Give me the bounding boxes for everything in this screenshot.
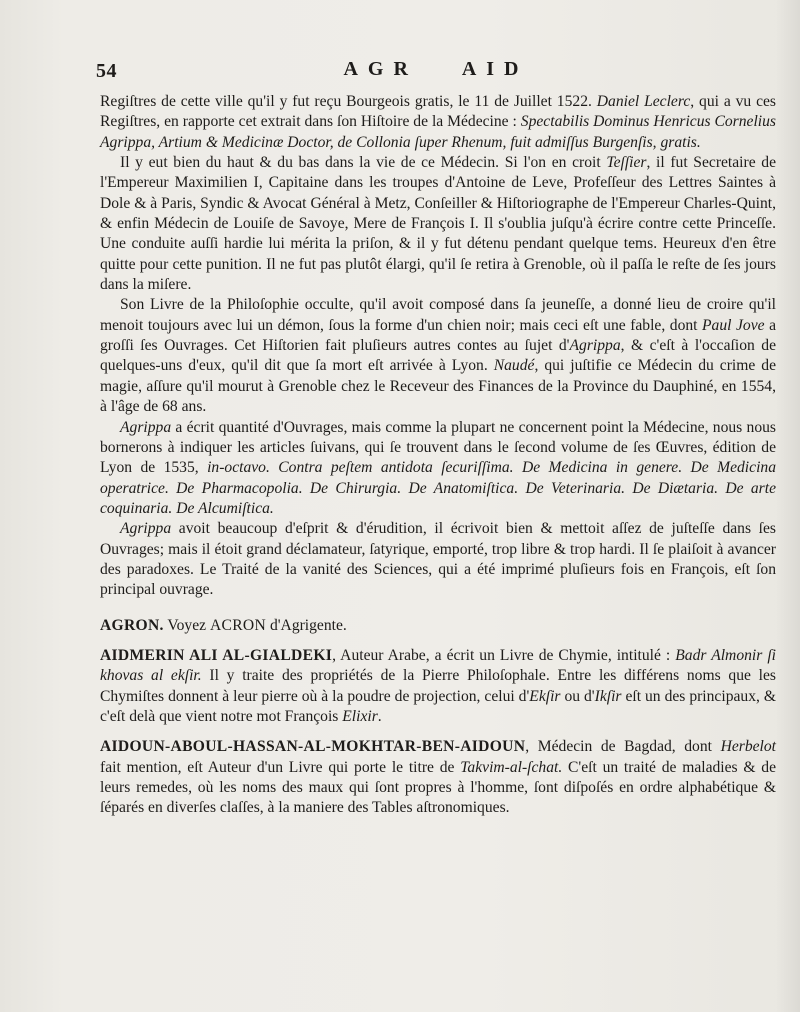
italic-text: Spectabilis Dominus Henricus Cornelius Agrippa, Artium & Medicinæ Doctor, de Collonia ſuper Rhenum, fuit admiſſus Burgenſis, gratis. (100, 113, 777, 151)
text-run: avoit beaucoup d'eſprit & d'érudition, il écrivoit bien & mettoit aſſez de juſteſſe dans ſes Ouvrages; mais il étoit grand déclamateur, ſatyrique, emporté, trop libre & trop hardi. Il ſe plaiſoit à avancer des paradoxes. Le Traité de la vanité des Sciences, qui a été imprimé pluſieurs fois en François, eſt ſon principal ouvrage. (100, 520, 776, 599)
italic-text: Elixir (342, 707, 378, 725)
italic-text: Herbelot (720, 738, 776, 756)
text-run: , Médecin de Bagdad, dont (525, 738, 721, 756)
text-run: Voyez (163, 616, 210, 634)
text-run: ou d' (560, 687, 595, 705)
italic-text: Badr Almonir ſi khovas al ekſir. (100, 646, 776, 685)
page-number: 54 (96, 60, 117, 82)
continuation-paragraph (100, 92, 776, 153)
body-paragraph (100, 153, 776, 295)
italic-text: Naudé (493, 357, 535, 375)
text-run: Il y eut bien du haut & du bas dans la vie de ce Médecin. Si l'on en croit (120, 154, 607, 172)
running-head: AGR AID (343, 58, 529, 80)
entry-headword: AIDMERIN ALI AL-GIALDEKI (100, 646, 333, 664)
italic-text: Ekſir (529, 687, 561, 705)
text-run: , & c'eſt à l'occaſion de quelques-uns d'eux, qu'il dit que ſa mort eſt arrivée à Lyon. (100, 337, 776, 375)
text-run: , Auteur Arabe, a écrit un Livre de Chymie, intitulé : (332, 646, 676, 664)
text-run: d'Agrigente. (266, 616, 347, 634)
text-run: ACRON (209, 616, 267, 634)
italic-text: in-octavo. Contra peſtem antidota ſecuriſſima. De Medicina in genere. De Medicina operatrice. De Pharmacopolia. De Chirurgia. De Anatomiſtica. De Veterinaria. De Diætaria. De arte coquinaria. De Alcumiſtica. (100, 459, 776, 517)
italic-text: Agrippa (120, 418, 172, 436)
italic-text: Agrippa (569, 337, 621, 355)
text-run: a groſſi ſes Ouvrages. Cet Hiſtorien fait pluſieurs autres contes au ſujet d' (100, 316, 776, 355)
entry-headword: AIDOUN-ABOUL-HASSAN-AL-MOKHTAR-BEN-AIDOUN (100, 738, 526, 756)
text-run: , il fut Secretaire de l'Empereur Maximilien I, Capitaine dans les troupes d'Antoine de Leve, Profeſſeur des Lettres Saintes à Dole & à Paris, Syndic & Avocat Général à Metz, Conſeiller & Hiſtoriographe de l'Empereur Charles-Quint, & enfin Médecin de Louiſe de Savoye, Mere de François I. Il s'oublia juſqu'à écrire contre cette Princeſſe. Une conduite auſſi hardie lui mérita la priſon, & il y fut détenu pendant quelque tems. Heureux d'en être quitte pour cette punition. Il ne fut pas plutôt élargi, qu'il ſe retira à Grenoble, où il paſſa le reſte de ſes jours dans la miſere. (100, 154, 776, 294)
dictionary-entry (100, 646, 776, 727)
text-run: fait mention, eſt Auteur d'un Livre qui porte le titre de (100, 758, 461, 776)
article-body (100, 92, 776, 819)
italic-text: Agrippa (120, 520, 172, 538)
italic-text: Takvim-al-ſchat. (460, 758, 563, 776)
italic-text: Daniel Leclerc (596, 93, 691, 110)
text-run: eſt un des principaux, & c'eſt delà que vient notre mot François (100, 687, 776, 725)
text-run: , qui juſtifie ce Médecin du crime de magie, aſſure qu'il mourut à Grenoble chez le Receveur des Finances de la Province du Dauphiné, en 1554, à l'âge de 68 ans. (100, 357, 776, 416)
text-run: Son Livre de la Philoſophie occulte, qu'il avoit composé dans ſa jeuneſſe, a donné lieu de croire qu'il menoit toujours avec lui un démon, ſous la forme d'un chien noir; mais ceci eſt une fable, dont (100, 296, 776, 334)
body-paragraph (100, 295, 776, 417)
text-run: . (377, 707, 382, 725)
body-paragraph (100, 418, 776, 520)
text-run: Il y traite des propriétés de la Pierre Philoſophale. Entre les différens noms que les Chymiſtes donnent à leur pierre où à la poudre de projection, celui d' (100, 667, 776, 705)
text-run: a écrit quantité d'Ouvrages, mais comme la plupart ne concernent point la Médecine, nous nous bornerons à indiquer les articles ſuivans, qui ſe trouvent dans le ſecond volume de ſes Œuvres, édition de Lyon de 1535, (100, 418, 776, 477)
page-header (96, 58, 776, 88)
entry-headword: AGRON. (100, 616, 164, 634)
page-edge-shadow (776, 0, 800, 1012)
body-paragraph (100, 519, 776, 600)
dictionary-entry (100, 737, 776, 818)
dictionary-entry (100, 616, 776, 636)
italic-text: Ikſir (594, 687, 622, 705)
text-run: C'eſt un traité de maladies & de leurs remedes, où les noms des maux qui ſont propres à l'homme, ſont diſpoſés en ordre alphabétique & ſéparés en diverſes claſſes, à la maniere des Tables aſtronomiques. (100, 758, 776, 817)
text-run: , qui a vu ces Regiſtres, en rapporte cet extrait dans ſon Hiſtoire de la Médecine : (100, 93, 776, 131)
text-run: Regiſtres de cette ville qu'il y fut reçu Bourgeois gratis, le 11 de Juillet 1522. (100, 93, 597, 110)
italic-text: Teſſier (606, 154, 647, 172)
italic-text: Paul Jove (702, 316, 765, 334)
